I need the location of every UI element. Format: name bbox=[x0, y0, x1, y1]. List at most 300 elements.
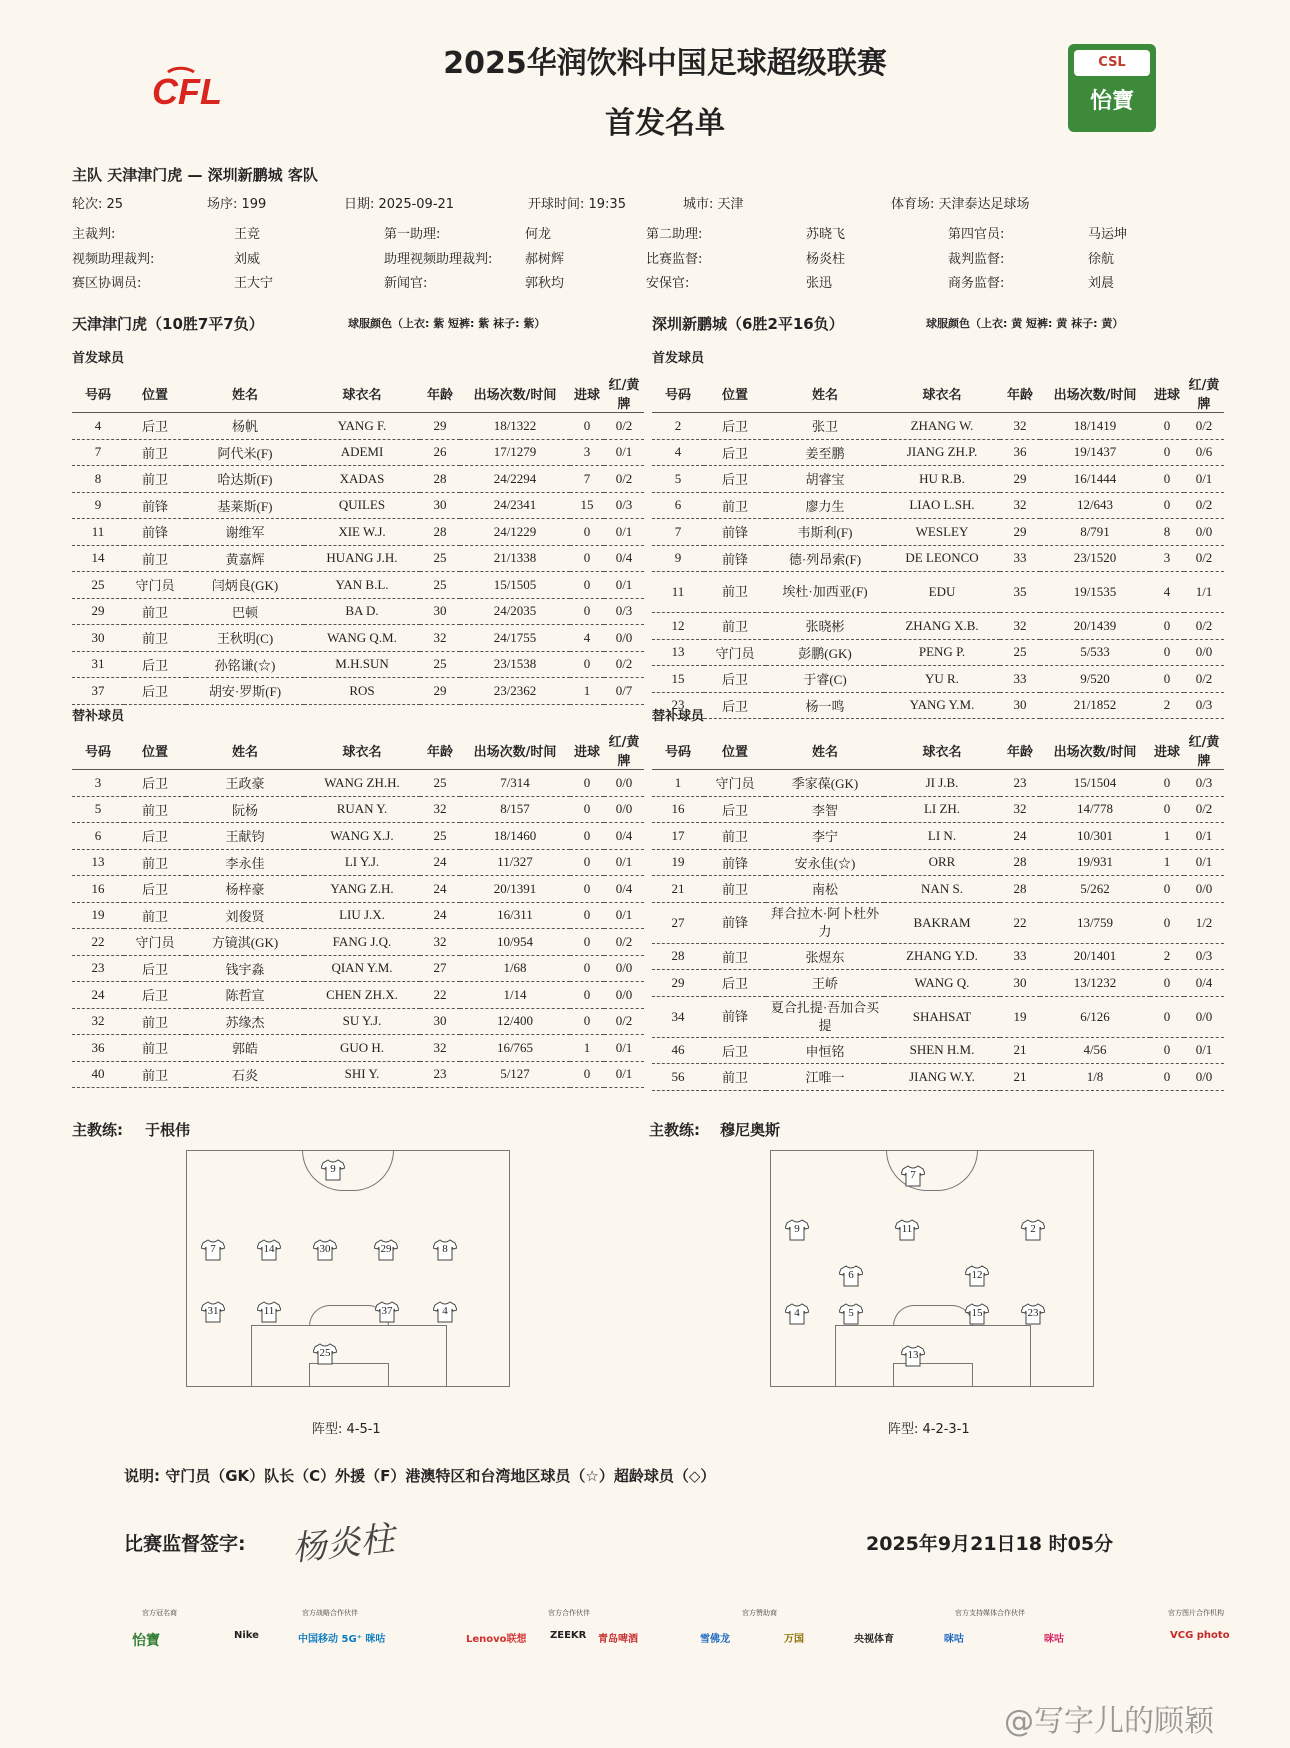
col-name: 闫炳良(GK) bbox=[186, 572, 304, 599]
table-row bbox=[72, 770, 644, 797]
table-row bbox=[652, 413, 1224, 440]
header-col-position: 位置 bbox=[124, 374, 186, 413]
header-col-appearances: 出场次数/时间 bbox=[460, 374, 570, 413]
col-number: 8 bbox=[72, 466, 124, 493]
sponsor-logo: Nike bbox=[234, 1630, 259, 1641]
col-position: 前卫 bbox=[124, 1008, 186, 1035]
col-name: 阮杨 bbox=[186, 796, 304, 823]
col-position: 后卫 bbox=[124, 678, 186, 705]
col-position: 后卫 bbox=[704, 466, 766, 493]
col-name: 杨梓豪 bbox=[186, 876, 304, 903]
col-name: 廖力生 bbox=[766, 492, 884, 519]
col-position: 后卫 bbox=[704, 1037, 766, 1064]
home-subs-table bbox=[72, 731, 644, 1088]
header-col-number: 号码 bbox=[72, 731, 124, 770]
official-label: 新闻官: bbox=[384, 276, 428, 291]
official-label: 赛区协调员: bbox=[72, 276, 142, 291]
official-name: 刘晨 bbox=[1088, 276, 1115, 291]
col-age: 28 bbox=[420, 466, 460, 493]
col-shirt-name: JI J.B. bbox=[884, 770, 1000, 797]
home-subs-label: 替补球员 bbox=[72, 709, 125, 724]
col-number: 21 bbox=[652, 876, 704, 903]
jersey-number: 4 bbox=[442, 1305, 448, 1317]
col-appearances: 24/2035 bbox=[460, 598, 570, 625]
jersey-icon bbox=[839, 1303, 863, 1325]
col-appearances: 9/520 bbox=[1040, 666, 1150, 693]
col-goals: 0 bbox=[570, 413, 604, 440]
header-col-appearances: 出场次数/时间 bbox=[1040, 731, 1150, 770]
home-formation: 阵型: 4-5-1 bbox=[312, 1422, 381, 1437]
col-appearances: 6/126 bbox=[1040, 996, 1150, 1037]
col-position: 后卫 bbox=[124, 955, 186, 982]
col-number: 6 bbox=[72, 823, 124, 850]
col-name: 陈哲宣 bbox=[186, 982, 304, 1009]
jersey-icon bbox=[321, 1159, 345, 1181]
document-title: 2025华润饮料中国足球超级联赛 bbox=[443, 46, 887, 81]
table-row bbox=[652, 970, 1224, 997]
col-age: 32 bbox=[420, 1035, 460, 1062]
col-age: 29 bbox=[1000, 519, 1040, 546]
table-row bbox=[652, 466, 1224, 493]
col-cards: 0/3 bbox=[1184, 692, 1224, 719]
col-shirt-name: M.H.SUN bbox=[304, 651, 420, 678]
col-position: 前卫 bbox=[704, 613, 766, 640]
col-goals: 8 bbox=[1150, 519, 1184, 546]
col-shirt-name: WANG Q. bbox=[884, 970, 1000, 997]
header-col-goals: 进球 bbox=[570, 731, 604, 770]
official-name: 苏晓飞 bbox=[806, 227, 846, 242]
col-number: 40 bbox=[72, 1061, 124, 1088]
watermark: @写字儿的顾颖 bbox=[1004, 1704, 1214, 1739]
col-name: 韦斯利(F) bbox=[766, 519, 884, 546]
col-position: 前卫 bbox=[704, 572, 766, 613]
table-row bbox=[72, 982, 644, 1009]
col-appearances: 16/1444 bbox=[1040, 466, 1150, 493]
jersey-icon bbox=[433, 1239, 457, 1261]
col-goals: 0 bbox=[570, 519, 604, 546]
col-appearances: 15/1504 bbox=[1040, 770, 1150, 797]
jersey-icon bbox=[901, 1345, 925, 1367]
col-number: 4 bbox=[652, 439, 704, 466]
col-appearances: 21/1852 bbox=[1040, 692, 1150, 719]
official-name: 王竞 bbox=[234, 227, 261, 242]
col-cards: 0/0 bbox=[1184, 1064, 1224, 1091]
col-goals: 3 bbox=[570, 439, 604, 466]
jersey-icon bbox=[374, 1239, 398, 1261]
col-position: 后卫 bbox=[704, 796, 766, 823]
col-position: 后卫 bbox=[704, 970, 766, 997]
col-shirt-name: QUILES bbox=[304, 492, 420, 519]
col-shirt-name: ZHANG X.B. bbox=[884, 613, 1000, 640]
col-age: 25 bbox=[1000, 639, 1040, 666]
supervisor-signature: 杨炎柱 bbox=[290, 1520, 397, 1569]
col-goals: 0 bbox=[570, 770, 604, 797]
col-age: 33 bbox=[1000, 545, 1040, 572]
col-age: 27 bbox=[420, 955, 460, 982]
col-appearances: 12/643 bbox=[1040, 492, 1150, 519]
col-shirt-name: HU R.B. bbox=[884, 466, 1000, 493]
jersey-number: 15 bbox=[971, 1307, 983, 1319]
header-col-position: 位置 bbox=[704, 731, 766, 770]
col-number: 46 bbox=[652, 1037, 704, 1064]
col-name: 李宁 bbox=[766, 823, 884, 850]
table-row bbox=[72, 955, 644, 982]
col-position: 前锋 bbox=[124, 519, 186, 546]
col-age: 25 bbox=[420, 823, 460, 850]
away-formation-pitch bbox=[770, 1150, 1094, 1387]
col-number: 25 bbox=[72, 572, 124, 599]
col-position: 前卫 bbox=[704, 492, 766, 519]
header-col-shirt-name: 球衣名 bbox=[304, 731, 420, 770]
away-team-name: 深圳新鹏城（6胜2平16负） bbox=[652, 315, 844, 333]
sponsor-caption: 官方合作伙伴 bbox=[548, 1609, 590, 1617]
official-label: 裁判监督: bbox=[948, 252, 1005, 267]
col-age: 25 bbox=[420, 651, 460, 678]
official-label: 第二助理: bbox=[646, 227, 703, 242]
document-subtitle: 首发名单 bbox=[605, 106, 725, 141]
header-col-appearances: 出场次数/时间 bbox=[1040, 374, 1150, 413]
col-name: 张煜东 bbox=[766, 943, 884, 970]
col-name: 彭鹏(GK) bbox=[766, 639, 884, 666]
sponsor-caption: 官方战略合作伙伴 bbox=[302, 1609, 358, 1617]
col-number: 9 bbox=[652, 545, 704, 572]
away-coach-label: 主教练: bbox=[649, 1121, 700, 1139]
col-name: 巴顿 bbox=[186, 598, 304, 625]
col-position: 守门员 bbox=[704, 770, 766, 797]
col-shirt-name: XADAS bbox=[304, 466, 420, 493]
col-cards: 0/1 bbox=[604, 439, 644, 466]
col-appearances: 13/1232 bbox=[1040, 970, 1150, 997]
col-appearances: 1/8 bbox=[1040, 1064, 1150, 1091]
header-col-age: 年龄 bbox=[1000, 731, 1040, 770]
csl-logo bbox=[1068, 44, 1156, 132]
col-goals: 0 bbox=[1150, 639, 1184, 666]
col-number: 36 bbox=[72, 1035, 124, 1062]
col-name: 于睿(C) bbox=[766, 666, 884, 693]
col-cards: 0/3 bbox=[1184, 770, 1224, 797]
col-age: 24 bbox=[420, 902, 460, 929]
table-row bbox=[652, 439, 1224, 466]
col-appearances: 24/2341 bbox=[460, 492, 570, 519]
jersey-number: 2 bbox=[1030, 1223, 1036, 1235]
col-goals: 0 bbox=[570, 1008, 604, 1035]
col-number: 23 bbox=[72, 955, 124, 982]
header-col-position: 位置 bbox=[704, 374, 766, 413]
sponsor-logo: 咪咕 bbox=[1044, 1634, 1064, 1645]
col-appearances: 18/1419 bbox=[1040, 413, 1150, 440]
col-appearances: 5/262 bbox=[1040, 876, 1150, 903]
jersey-number: 37 bbox=[381, 1305, 393, 1317]
col-appearances: 23/1520 bbox=[1040, 545, 1150, 572]
col-position: 前卫 bbox=[704, 876, 766, 903]
col-shirt-name: EDU bbox=[884, 572, 1000, 613]
sponsor-logo: 央视体育 bbox=[854, 1634, 894, 1645]
official-name: 徐航 bbox=[1088, 252, 1115, 267]
col-position: 后卫 bbox=[124, 823, 186, 850]
col-appearances: 5/127 bbox=[460, 1061, 570, 1088]
col-number: 31 bbox=[72, 651, 124, 678]
jersey-icon bbox=[901, 1165, 925, 1187]
jersey-icon bbox=[965, 1303, 989, 1325]
table-row bbox=[72, 413, 644, 440]
col-goals: 1 bbox=[570, 1035, 604, 1062]
col-goals: 0 bbox=[570, 796, 604, 823]
col-cards: 0/2 bbox=[1184, 613, 1224, 640]
col-cards: 0/4 bbox=[604, 876, 644, 903]
col-position: 前卫 bbox=[704, 823, 766, 850]
jersey-icon bbox=[201, 1301, 225, 1323]
col-cards: 0/1 bbox=[604, 1061, 644, 1088]
col-goals: 1 bbox=[1150, 849, 1184, 876]
col-number: 37 bbox=[72, 678, 124, 705]
legend-note: 说明: 守门员（GK）队长（C）外援（F）港澳特区和台湾地区球员（☆）超龄球员（◇） bbox=[124, 1467, 716, 1485]
col-position: 前卫 bbox=[124, 598, 186, 625]
col-appearances: 1/14 bbox=[460, 982, 570, 1009]
col-age: 28 bbox=[1000, 876, 1040, 903]
col-age: 24 bbox=[1000, 823, 1040, 850]
col-shirt-name: SHAHSAT bbox=[884, 996, 1000, 1037]
col-shirt-name: XIE W.J. bbox=[304, 519, 420, 546]
col-name: 江唯一 bbox=[766, 1064, 884, 1091]
jersey-number: 25 bbox=[319, 1347, 331, 1359]
col-shirt-name: SHEN H.M. bbox=[884, 1037, 1000, 1064]
jersey-icon bbox=[785, 1303, 809, 1325]
col-cards: 0/1 bbox=[604, 572, 644, 599]
col-age: 25 bbox=[420, 572, 460, 599]
col-cards: 0/2 bbox=[604, 413, 644, 440]
col-age: 35 bbox=[1000, 572, 1040, 613]
col-number: 6 bbox=[652, 492, 704, 519]
table-row bbox=[72, 1061, 644, 1088]
col-cards: 0/3 bbox=[604, 492, 644, 519]
col-shirt-name: LIU J.X. bbox=[304, 902, 420, 929]
col-number: 56 bbox=[652, 1064, 704, 1091]
jersey-number: 11 bbox=[263, 1305, 275, 1317]
table-row bbox=[652, 796, 1224, 823]
col-number: 32 bbox=[72, 1008, 124, 1035]
table-row bbox=[72, 651, 644, 678]
col-appearances: 23/2362 bbox=[460, 678, 570, 705]
home-starters-table bbox=[72, 374, 644, 705]
header-col-goals: 进球 bbox=[1150, 731, 1184, 770]
sponsor-logo: 中国移动 5G⁺ 咪咕 bbox=[298, 1634, 386, 1645]
col-number: 23 bbox=[652, 692, 704, 719]
header-col-age: 年龄 bbox=[1000, 374, 1040, 413]
table-row bbox=[72, 678, 644, 705]
col-number: 5 bbox=[72, 796, 124, 823]
official-name: 郝树辉 bbox=[525, 252, 565, 267]
table-row bbox=[652, 692, 1224, 719]
col-number: 15 bbox=[652, 666, 704, 693]
col-name: 石炎 bbox=[186, 1061, 304, 1088]
col-age: 22 bbox=[1000, 902, 1040, 943]
stadium-info: 体育场: 天津泰达足球场 bbox=[891, 197, 1030, 212]
col-shirt-name: SHI Y. bbox=[304, 1061, 420, 1088]
col-number: 28 bbox=[652, 943, 704, 970]
col-age: 23 bbox=[1000, 770, 1040, 797]
table-row bbox=[652, 1064, 1224, 1091]
col-cards: 0/6 bbox=[1184, 439, 1224, 466]
col-shirt-name: YANG F. bbox=[304, 413, 420, 440]
home-starters-label: 首发球员 bbox=[72, 351, 125, 366]
col-number: 1 bbox=[652, 770, 704, 797]
col-shirt-name: HUANG J.H. bbox=[304, 545, 420, 572]
col-name: 郭皓 bbox=[186, 1035, 304, 1062]
jersey-number: 7 bbox=[910, 1169, 916, 1181]
col-name: 黄嘉辉 bbox=[186, 545, 304, 572]
col-age: 32 bbox=[420, 625, 460, 652]
table-row bbox=[652, 639, 1224, 666]
col-age: 36 bbox=[1000, 439, 1040, 466]
col-shirt-name: RUAN Y. bbox=[304, 796, 420, 823]
csl-logo-text: CSL bbox=[1074, 50, 1150, 76]
official-label: 第四官员: bbox=[948, 227, 1005, 242]
jersey-number: 11 bbox=[901, 1223, 913, 1235]
col-cards: 0/1 bbox=[604, 849, 644, 876]
col-position: 前卫 bbox=[124, 466, 186, 493]
col-name: 刘俊贤 bbox=[186, 902, 304, 929]
col-age: 32 bbox=[420, 796, 460, 823]
col-name: 张晓彬 bbox=[766, 613, 884, 640]
jersey-number: 30 bbox=[319, 1243, 331, 1255]
sponsor-caption: 官方赞助商 bbox=[742, 1609, 777, 1617]
col-cards: 0/0 bbox=[1184, 519, 1224, 546]
col-number: 16 bbox=[652, 796, 704, 823]
col-age: 21 bbox=[1000, 1037, 1040, 1064]
col-position: 守门员 bbox=[704, 639, 766, 666]
col-position: 后卫 bbox=[704, 439, 766, 466]
away-coach-name: 穆尼奥斯 bbox=[720, 1121, 781, 1139]
col-shirt-name: YAN B.L. bbox=[304, 572, 420, 599]
col-goals: 0 bbox=[1150, 876, 1184, 903]
col-goals: 0 bbox=[570, 929, 604, 956]
col-name: 孙铭谦(☆) bbox=[186, 651, 304, 678]
col-cards: 0/2 bbox=[1184, 796, 1224, 823]
col-appearances: 12/400 bbox=[460, 1008, 570, 1035]
col-goals: 0 bbox=[570, 955, 604, 982]
col-name: 张卫 bbox=[766, 413, 884, 440]
table-row bbox=[652, 666, 1224, 693]
col-age: 29 bbox=[1000, 466, 1040, 493]
col-goals: 0 bbox=[1150, 666, 1184, 693]
col-age: 22 bbox=[420, 982, 460, 1009]
col-cards: 0/2 bbox=[604, 1008, 644, 1035]
jersey-icon bbox=[257, 1301, 281, 1323]
col-shirt-name: WESLEY bbox=[884, 519, 1000, 546]
col-position: 前锋 bbox=[704, 519, 766, 546]
col-name: 苏缘杰 bbox=[186, 1008, 304, 1035]
col-position: 后卫 bbox=[124, 413, 186, 440]
table-row bbox=[72, 572, 644, 599]
col-cards: 0/3 bbox=[604, 598, 644, 625]
col-shirt-name: NAN S. bbox=[884, 876, 1000, 903]
official-label: 助理视频助理裁判: bbox=[384, 252, 493, 267]
col-shirt-name: LIAO L.SH. bbox=[884, 492, 1000, 519]
sponsor-caption: 官方图片合作机构 bbox=[1168, 1609, 1224, 1617]
col-cards: 0/2 bbox=[604, 651, 644, 678]
col-age: 25 bbox=[420, 545, 460, 572]
table-row bbox=[652, 876, 1224, 903]
col-goals: 7 bbox=[570, 466, 604, 493]
table-row bbox=[652, 823, 1224, 850]
col-shirt-name: BAKRAM bbox=[884, 902, 1000, 943]
col-age: 21 bbox=[1000, 1064, 1040, 1091]
col-appearances: 19/931 bbox=[1040, 849, 1150, 876]
col-name: 谢维军 bbox=[186, 519, 304, 546]
jersey-icon bbox=[1021, 1219, 1045, 1241]
col-age: 23 bbox=[420, 1061, 460, 1088]
col-name: 夏合扎提·吾加合买提 bbox=[766, 996, 884, 1037]
jersey-number: 6 bbox=[848, 1269, 854, 1281]
official-label: 主裁判: bbox=[72, 227, 116, 242]
col-number: 2 bbox=[652, 413, 704, 440]
official-name: 郭秋均 bbox=[525, 276, 565, 291]
col-shirt-name: LI ZH. bbox=[884, 796, 1000, 823]
col-position: 后卫 bbox=[124, 982, 186, 1009]
col-shirt-name: YU R. bbox=[884, 666, 1000, 693]
city-info: 城市: 天津 bbox=[683, 197, 744, 212]
col-cards: 1/2 bbox=[1184, 902, 1224, 943]
col-name: 钱宇淼 bbox=[186, 955, 304, 982]
col-cards: 0/2 bbox=[1184, 492, 1224, 519]
table-row bbox=[652, 902, 1224, 943]
col-cards: 0/2 bbox=[604, 466, 644, 493]
home-coach-name: 于根伟 bbox=[145, 1121, 191, 1139]
col-number: 7 bbox=[652, 519, 704, 546]
col-position: 前卫 bbox=[704, 943, 766, 970]
col-number: 13 bbox=[72, 849, 124, 876]
col-appearances: 18/1460 bbox=[460, 823, 570, 850]
col-number: 27 bbox=[652, 902, 704, 943]
col-age: 33 bbox=[1000, 943, 1040, 970]
col-appearances: 4/56 bbox=[1040, 1037, 1150, 1064]
col-age: 33 bbox=[1000, 666, 1040, 693]
col-appearances: 24/1755 bbox=[460, 625, 570, 652]
away-subs-label: 替补球员 bbox=[652, 709, 705, 724]
jersey-number: 7 bbox=[210, 1243, 216, 1255]
col-cards: 0/0 bbox=[604, 770, 644, 797]
col-shirt-name: WANG X.J. bbox=[304, 823, 420, 850]
table-row bbox=[652, 572, 1224, 613]
header-col-shirt-name: 球衣名 bbox=[304, 374, 420, 413]
col-cards: 0/4 bbox=[604, 823, 644, 850]
col-number: 29 bbox=[652, 970, 704, 997]
official-name: 刘威 bbox=[234, 252, 261, 267]
col-name: 基莱斯(F) bbox=[186, 492, 304, 519]
col-number: 19 bbox=[652, 849, 704, 876]
col-number: 17 bbox=[652, 823, 704, 850]
col-cards: 0/1 bbox=[604, 519, 644, 546]
header-col-number: 号码 bbox=[72, 374, 124, 413]
jersey-icon bbox=[1021, 1303, 1045, 1325]
header-col-cards: 红/黄牌 bbox=[1184, 731, 1224, 770]
col-shirt-name: SU Y.J. bbox=[304, 1008, 420, 1035]
col-goals: 0 bbox=[1150, 413, 1184, 440]
col-cards: 0/0 bbox=[1184, 876, 1224, 903]
col-age: 30 bbox=[420, 598, 460, 625]
col-position: 后卫 bbox=[704, 666, 766, 693]
col-age: 32 bbox=[1000, 613, 1040, 640]
col-age: 28 bbox=[420, 519, 460, 546]
col-goals: 0 bbox=[1150, 902, 1184, 943]
table-row bbox=[72, 876, 644, 903]
col-number: 4 bbox=[72, 413, 124, 440]
signature-label: 比赛监督签字: bbox=[124, 1533, 246, 1555]
col-number: 13 bbox=[652, 639, 704, 666]
col-shirt-name: ADEMI bbox=[304, 439, 420, 466]
col-goals: 0 bbox=[570, 982, 604, 1009]
col-shirt-name: FANG J.Q. bbox=[304, 929, 420, 956]
